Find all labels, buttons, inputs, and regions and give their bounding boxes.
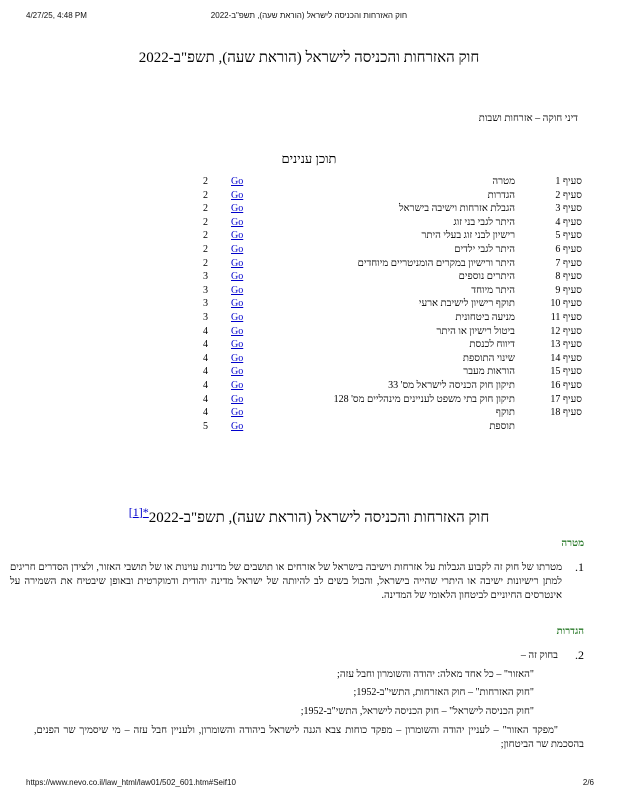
toc-row bbox=[195, 365, 595, 378]
toc-section-title: תיקון חוק הכניסה לישראל מס' 33 bbox=[388, 380, 515, 391]
toc-section-title: מניעה ביטחונית bbox=[455, 312, 515, 323]
toc-row bbox=[195, 243, 595, 256]
print-page-title: חוק האזרחות והכניסה לישראל (הוראת שעה), תשפ"ב-2022 bbox=[210, 11, 408, 20]
section-2-heading: הגדרות bbox=[556, 626, 584, 637]
toc-title: תוכן ענינים bbox=[281, 151, 337, 166]
toc-page-number: 2 bbox=[203, 203, 208, 215]
toc-section-title: הגדרות bbox=[487, 189, 515, 201]
toc-section-number: סעיף 16 bbox=[550, 380, 582, 391]
toc-row bbox=[195, 352, 595, 365]
toc-page-number: 4 bbox=[203, 352, 208, 364]
toc-section-number: סעיף 11 bbox=[550, 312, 582, 323]
definition-2: "חוק האזרחות" – חוק האזרחות, התשי"ב-1952; bbox=[353, 687, 534, 698]
toc-page-number: 4 bbox=[203, 339, 208, 351]
toc-go-link[interactable]: Go bbox=[231, 339, 244, 351]
toc-section-title: היתר ורישיון במקרים הומניטריים מיוחדים bbox=[357, 257, 515, 269]
toc-section-title: היתרים נוספים bbox=[458, 271, 515, 283]
toc-go-link[interactable]: Go bbox=[231, 312, 244, 323]
toc-go-link[interactable]: Go bbox=[231, 380, 244, 391]
toc-section-title: תיקון חוק בתי משפט לעניינים מינהליים מס' 128 bbox=[333, 393, 515, 405]
table-of-contents bbox=[195, 175, 595, 437]
toc-section-number: סעיף 6 bbox=[555, 244, 582, 255]
section-2-number: 2. bbox=[575, 648, 584, 662]
toc-section-number: סעיף 3 bbox=[555, 203, 582, 215]
toc-page-number: 4 bbox=[203, 380, 208, 391]
definition-1: "האזור" – כל אחד מאלה: יהודה והשומרון וחבל עזה; bbox=[337, 669, 534, 680]
toc-page-number: 4 bbox=[203, 366, 208, 378]
toc-go-link[interactable]: Go bbox=[231, 366, 244, 378]
page-title: חוק האזרחות והכניסה לישראל (הוראת שעה), תשפ"ב-2022 bbox=[138, 50, 480, 66]
toc-row bbox=[195, 338, 595, 351]
toc-go-link[interactable]: Go bbox=[231, 420, 244, 432]
toc-section-title: הוראות מעבר bbox=[463, 366, 515, 378]
toc-go-link[interactable]: Go bbox=[231, 284, 244, 296]
law-title bbox=[0, 505, 618, 527]
toc-go-link[interactable]: Go bbox=[231, 393, 244, 405]
toc-section-title: היתר לגבי בני זוג bbox=[453, 216, 515, 228]
toc-row bbox=[195, 175, 595, 188]
section-2-intro: בחוק זה – bbox=[520, 650, 558, 661]
toc-row bbox=[195, 297, 595, 310]
toc-section-number: סעיף 10 bbox=[550, 298, 582, 310]
toc-row bbox=[195, 189, 595, 202]
law-category: דיני חוקה – אזרחות ושבות bbox=[478, 113, 578, 124]
toc-section-number: סעיף 12 bbox=[550, 325, 582, 337]
toc-section-number: סעיף 17 bbox=[550, 393, 582, 405]
section-1-number: 1. bbox=[575, 560, 584, 574]
toc-section-number: סעיף 13 bbox=[550, 339, 582, 351]
toc-go-link[interactable]: Go bbox=[231, 352, 244, 364]
toc-section-title: היתר מיוחד bbox=[471, 284, 515, 296]
toc-row bbox=[195, 406, 595, 419]
toc-page-number: 2 bbox=[203, 244, 208, 255]
toc-page-number: 2 bbox=[203, 176, 208, 187]
toc-row bbox=[195, 420, 595, 433]
title-marker-link[interactable]: * bbox=[142, 505, 149, 519]
toc-page-number: 5 bbox=[203, 420, 208, 432]
toc-section-number: סעיף 8 bbox=[555, 271, 582, 283]
toc-section-number: סעיף 14 bbox=[550, 352, 582, 364]
definition-4: "מפקד האזור" – לעניין יהודה והשומרון – מפקד כוחות צבא הגנה לישראל ביהודה והשומרון, ולעניין חבל עזה – מי שיסמיך שר הפנים, בהסכמת שר הביטחון; bbox=[34, 725, 584, 750]
toc-section-title: רישיון לבני זוג בעלי היתר bbox=[421, 230, 515, 242]
toc-go-link[interactable]: Go bbox=[231, 257, 244, 269]
toc-section-number: סעיף 9 bbox=[555, 284, 582, 296]
toc-section-title: מטרה bbox=[492, 176, 515, 187]
toc-row bbox=[195, 311, 595, 324]
toc-page-number: 2 bbox=[203, 257, 208, 269]
toc-go-link[interactable]: Go bbox=[231, 244, 244, 255]
toc-row bbox=[195, 325, 595, 338]
toc-section-number: סעיף 15 bbox=[550, 366, 582, 378]
toc-section-title: תוקף bbox=[495, 407, 515, 419]
toc-page-number: 3 bbox=[203, 271, 208, 283]
toc-row bbox=[195, 393, 595, 406]
toc-section-title: הגבלת אזרחות וישיבה בישראל bbox=[399, 203, 515, 215]
toc-section-title: תוקף רישיון לישיבת ארעי bbox=[418, 298, 515, 310]
toc-go-link[interactable]: Go bbox=[231, 216, 244, 228]
toc-row bbox=[195, 270, 595, 283]
toc-page-number: 2 bbox=[203, 216, 208, 228]
toc-row bbox=[195, 284, 595, 297]
toc-section-title: ביטול רישיון או היתר bbox=[436, 325, 515, 337]
definition-3: "חוק הכניסה לישראל" – חוק הכניסה לישראל, התשי"ב-1952; bbox=[300, 706, 534, 717]
toc-row bbox=[195, 379, 595, 392]
toc-page-number: 2 bbox=[203, 189, 208, 201]
section-1-text: מטרתו של חוק זה לקבוע הגבלות על אזרחות וישיבה בישראל של אזרחים או תושבים של מדינות עוינות או של תושבי האזור, ולצידן הסדרים חריגים למתן רישיונות ישיבה או היתרי שהייה בישראל, והכול בשים לב להיותה של ישראל מדינה יהודית ודמוקרטית ובאופן שיבטיח את השמירה על אינטרסים החיוניים לביטחון הלאומי של המדינה. bbox=[10, 562, 562, 601]
toc-go-link[interactable]: Go bbox=[231, 203, 244, 215]
toc-row bbox=[195, 229, 595, 242]
toc-section-title: שינוי התוספת bbox=[462, 352, 515, 364]
toc-section-number: סעיף 7 bbox=[555, 257, 582, 269]
print-footer bbox=[0, 778, 618, 790]
toc-go-link[interactable]: Go bbox=[231, 298, 244, 310]
toc-go-link[interactable]: Go bbox=[231, 325, 244, 337]
toc-row bbox=[195, 216, 595, 229]
print-page-number: 2/6 bbox=[582, 778, 594, 787]
toc-section-number: סעיף 2 bbox=[555, 189, 582, 201]
toc-page-number: 4 bbox=[203, 407, 208, 419]
toc-row bbox=[195, 202, 595, 215]
toc-go-link[interactable]: Go bbox=[231, 176, 244, 187]
toc-page-number: 3 bbox=[203, 298, 208, 310]
toc-section-title: דיווח לכנסת bbox=[469, 339, 515, 351]
print-url: https://www.nevo.co.il/law_html/law01/502_601.htm#Seif10 bbox=[26, 778, 236, 787]
toc-section-number: סעיף 5 bbox=[555, 230, 582, 242]
toc-go-link[interactable]: Go bbox=[231, 230, 244, 242]
toc-section-number: סעיף 4 bbox=[555, 216, 582, 228]
toc-page-number: 2 bbox=[203, 230, 208, 242]
footnote-link[interactable]: [1] bbox=[128, 505, 143, 519]
toc-section-title: היתר לגבי ילדים bbox=[454, 244, 515, 255]
toc-go-link[interactable]: Go bbox=[231, 189, 244, 201]
toc-page-number: 4 bbox=[203, 325, 208, 337]
toc-page-number: 4 bbox=[203, 393, 208, 405]
law-title-text: חוק האזרחות והכניסה לישראל (הוראת שעה), תשפ"ב-2022 bbox=[148, 510, 490, 526]
toc-go-link[interactable]: Go bbox=[231, 407, 244, 419]
toc-section-title: תוספת bbox=[489, 420, 515, 432]
toc-section-number: סעיף 18 bbox=[550, 407, 582, 419]
toc-section-number: סעיף 1 bbox=[555, 176, 582, 187]
toc-row bbox=[195, 257, 595, 270]
section-1-heading: מטרה bbox=[561, 538, 584, 549]
toc-page-number: 3 bbox=[203, 284, 208, 296]
print-datetime: 4/27/25, 4:48 PM bbox=[26, 11, 87, 20]
print-header bbox=[0, 11, 618, 23]
toc-page-number: 3 bbox=[203, 312, 208, 323]
toc-go-link[interactable]: Go bbox=[231, 271, 244, 283]
